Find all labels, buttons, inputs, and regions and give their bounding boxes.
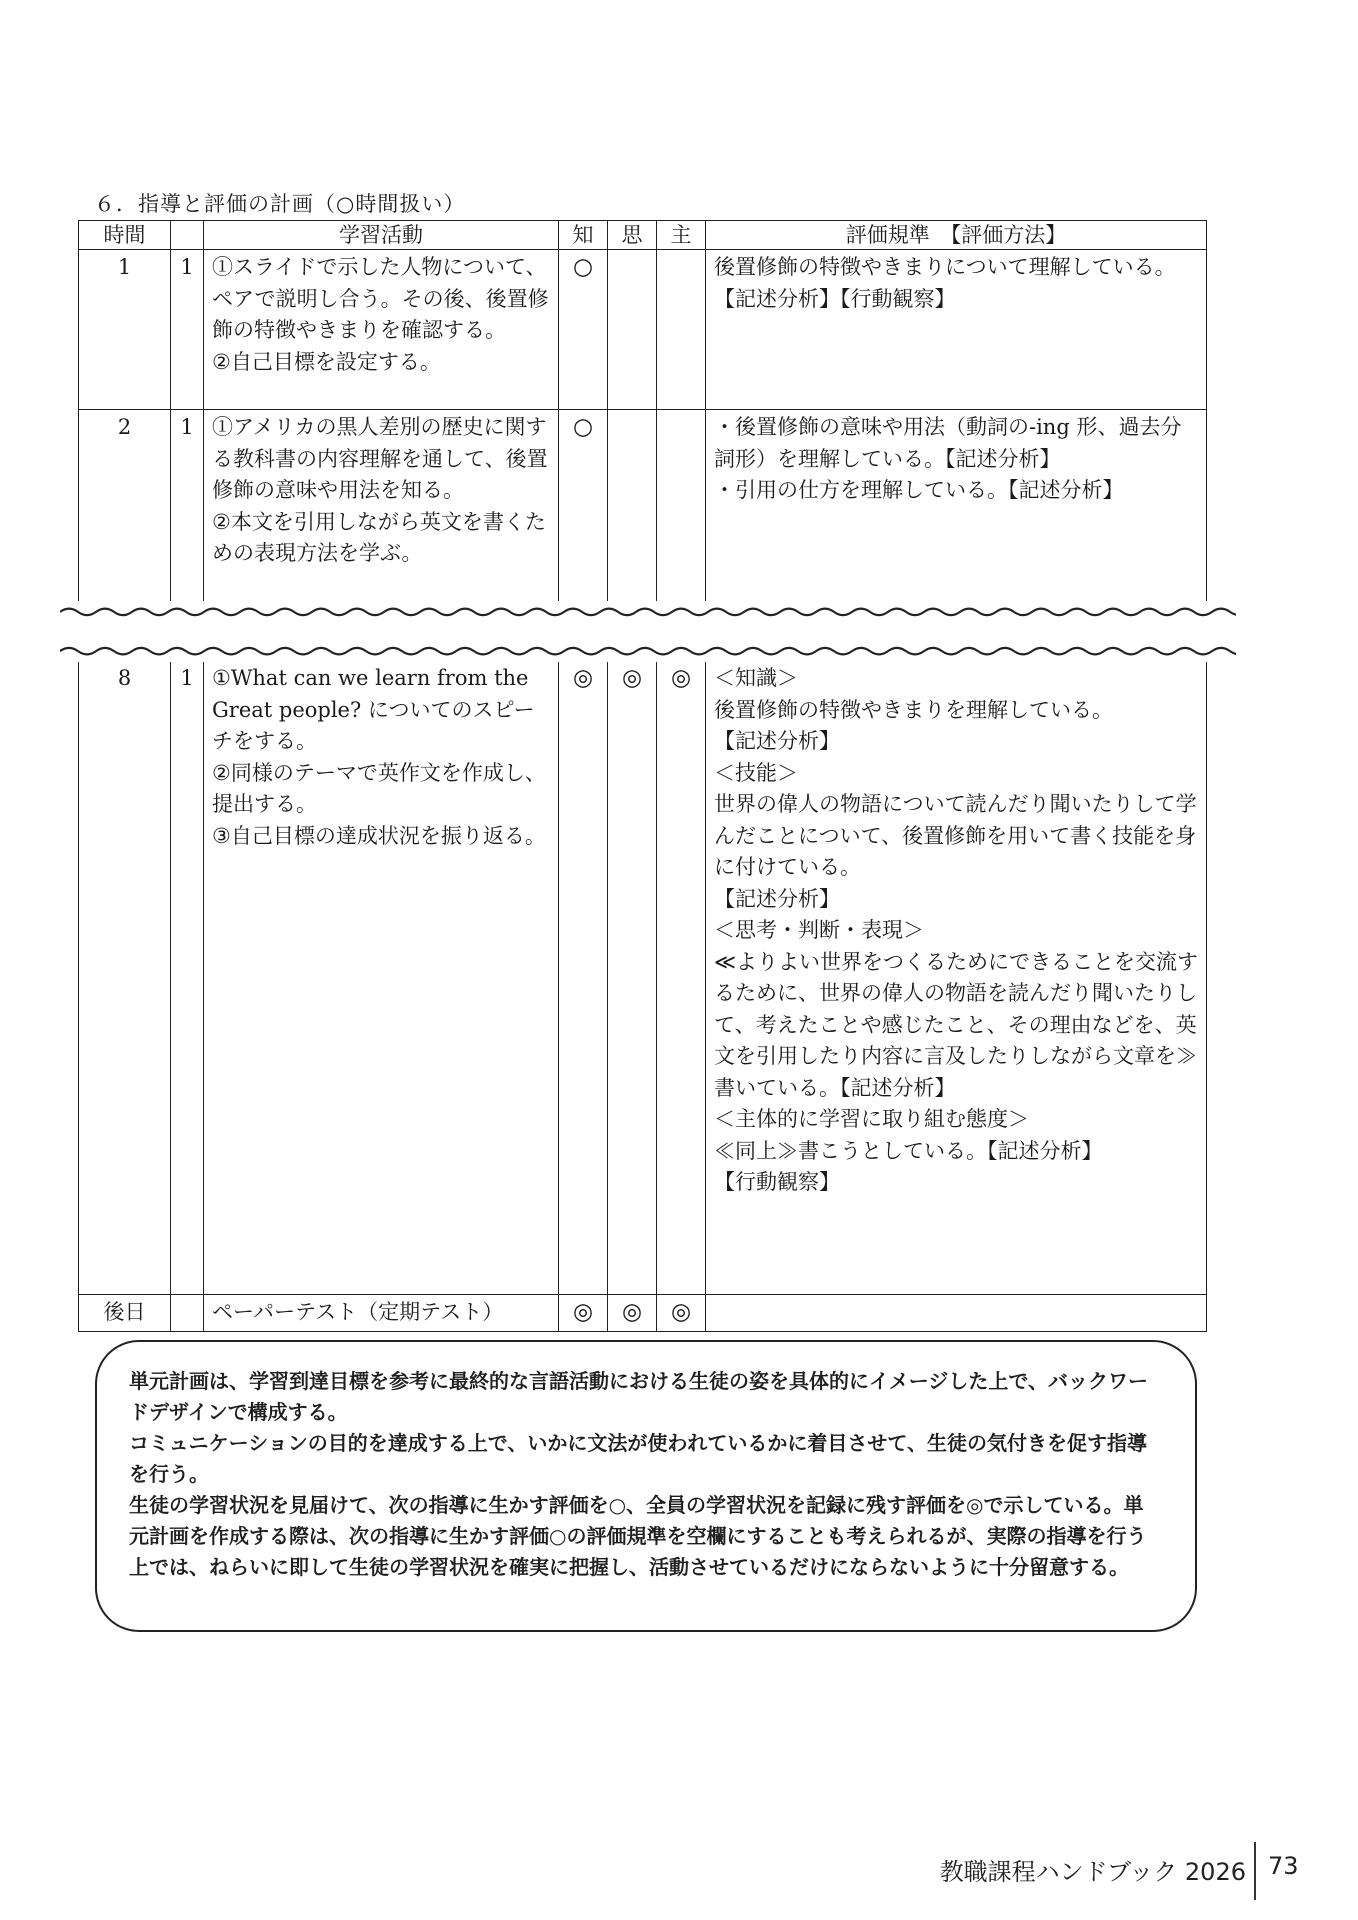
row-criteria: ・後置修飾の意味や用法（動詞の-ing 形、過去分詞形）を理解している。【記述分析】 ・引用の仕方を理解している。【記述分析】 (706, 410, 1207, 602)
page-number: 73 (1268, 1852, 1299, 1880)
header-knowledge: 知 (559, 221, 608, 250)
table-row (79, 250, 1207, 410)
row-knowledge-mark: ◎ (559, 661, 608, 1295)
row-hours: 1 (171, 410, 204, 602)
table-header-row (79, 221, 1207, 250)
section-title: ６．指導と評価の計画（○時間扱い） (94, 192, 466, 216)
row-criteria: ＜知識＞ 後置修飾の特徴やきまりを理解している。 【記述分析】 ＜技能＞ 世界の偉人の物語について読んだり聞いたりして学んだことについて、後置修飾を用いて書く技能を身に付けている。 【記述分析】 ＜思考・判断・表現＞ ≪よりよい世界をつくるためにできることを交流するために、世界の偉人の物語を読んだり聞いたりして、考えたことや感じたこと、その理由などを、英文を引用したり内容に言及したりしながら文章を≫書いている。【記述分析】 ＜主体的に学習に取り組む態度＞ ≪同上≫書こうとしている。【記述分析】 【行動観察】 (706, 661, 1207, 1295)
note-paragraph: 単元計画は、学習到達目標を参考に最終的な言語活動における生徒の姿を具体的にイメージした上で、バックワードデザインで構成する。 (129, 1369, 1148, 1424)
row-thinking-mark: ◎ (608, 1295, 657, 1332)
row-activity: ①What can we learn from the Great people? についてのスピーチをする。 ②同様のテーマで英作文を作成し、提出する。 ③自己目標の達成状況を振り返る。 (204, 661, 559, 1295)
header-hours (171, 221, 204, 250)
row-knowledge-mark: ○ (559, 250, 608, 410)
row-activity: ①アメリカの黒人差別の歴史に関する教科書の内容理解を通して、後置修飾の意味や用法を知る。 ②本文を引用しながら英文を書くための表現方法を学ぶ。 (204, 410, 559, 602)
wavy-break-lines (60, 601, 1236, 662)
row-knowledge-mark: ○ (559, 410, 608, 602)
row-hours: 1 (171, 661, 204, 1295)
table-row (79, 661, 1207, 1295)
header-criteria: 評価規準 【評価方法】 (706, 221, 1207, 250)
row-knowledge-mark: ◎ (559, 1295, 608, 1332)
row-thinking-mark (608, 250, 657, 410)
row-hours: 1 (171, 250, 204, 410)
row-thinking-mark (608, 410, 657, 602)
row-attitude-mark (657, 410, 706, 602)
header-thinking: 思 (608, 221, 657, 250)
row-attitude-mark: ◎ (657, 661, 706, 1295)
row-attitude-mark (657, 250, 706, 410)
note-box (95, 1340, 1197, 1632)
footer-divider (1254, 1842, 1256, 1900)
table-row (79, 1295, 1207, 1332)
row-time: 2 (79, 410, 171, 602)
note-paragraph: 生徒の学習状況を見届けて、次の指導に生かす評価を○、全員の学習状況を記録に残す評価を◎で示している。単元計画を作成する際は、次の指導に生かす評価○の評価規準を空欄にすることも考えられるが、実際の指導を行う上では、ねらいに即して生徒の学習状況を確実に把握し、活動させているだけにならないように十分留意する。 (129, 1493, 1147, 1579)
row-activity: ①スライドで示した人物について、ペアで説明し合う。その後、後置修飾の特徴やきまりを確認する。 ②自己目標を設定する。 (204, 250, 559, 410)
row-time: 後日 (79, 1295, 171, 1332)
row-hours (171, 1295, 204, 1332)
note-paragraph: コミュニケーションの目的を達成する上で、いかに文法が使われているかに着目させて、生徒の気付きを促す指導を行う。 (129, 1431, 1147, 1486)
header-time: 時間 (79, 221, 171, 250)
header-activity: 学習活動 (204, 221, 559, 250)
row-attitude-mark: ◎ (657, 1295, 706, 1332)
row-criteria (706, 1295, 1207, 1332)
row-time: 8 (79, 661, 171, 1295)
row-time: 1 (79, 250, 171, 410)
row-activity: ペーパーテスト（定期テスト） (204, 1295, 559, 1332)
header-attitude: 主 (657, 221, 706, 250)
row-thinking-mark: ◎ (608, 661, 657, 1295)
table-row (79, 410, 1207, 602)
plan-table (78, 220, 1207, 1332)
footer-title: 教職課程ハンドブック 2026 (939, 1858, 1246, 1886)
row-criteria: 後置修飾の特徴やきまりについて理解している。【記述分析】【行動観察】 (706, 250, 1207, 410)
